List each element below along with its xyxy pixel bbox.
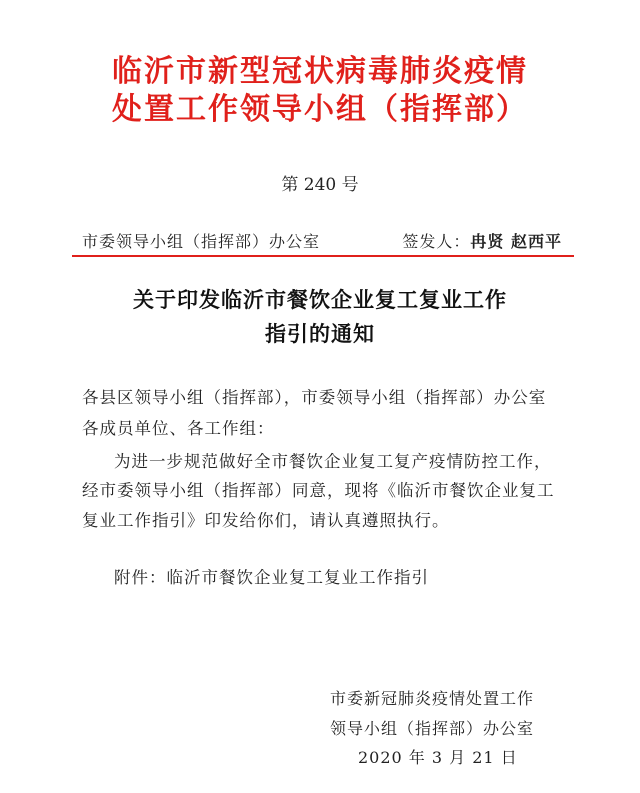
notice-title-line2: 指引的通知 (265, 321, 375, 346)
red-divider-line (72, 255, 574, 257)
header-title-line2: 处置工作领导小组（指挥部） (112, 92, 528, 127)
issuer-row (82, 229, 562, 253)
document-number: 第 240 号 (281, 175, 359, 195)
signer-names: 冉贤 赵西平 (470, 232, 562, 251)
body-line-addressee-2: 各成员单位、各工作组： (82, 419, 275, 438)
body-line-addressee-1: 各县区领导小组（指挥部），市委领导小组（指挥部）办公室 (82, 388, 547, 407)
body-line-5: 复业工作指引》印发给你们，请认真遵照执行。 (82, 511, 450, 530)
attachment-line: 附件：临沂市餐饮企业复工复业工作指引 (114, 568, 429, 587)
signer-block (402, 229, 562, 252)
body-line-3: 为进一步规范做好全市餐饮企业复工复产疫情防控工作， (114, 452, 552, 471)
signature-date: 2020 年 3 月 21 日 (358, 748, 518, 767)
signer-label: 签发人： (402, 232, 471, 251)
signature-office-line2: 领导小组（指挥部）办公室 (330, 719, 535, 738)
notice-title-line1: 关于印发临沂市餐饮企业复工复业工作 (133, 287, 507, 312)
signature-office-line1: 市委新冠肺炎疫情处置工作 (330, 689, 535, 708)
body-line-4: 经市委领导小组（指挥部）同意，现将《临沂市餐饮企业复工 (82, 481, 555, 500)
header-title-line1: 临沂市新型冠状病毒肺炎疫情 (112, 54, 528, 89)
issuing-office: 市委领导小组（指挥部）办公室 (82, 232, 321, 251)
